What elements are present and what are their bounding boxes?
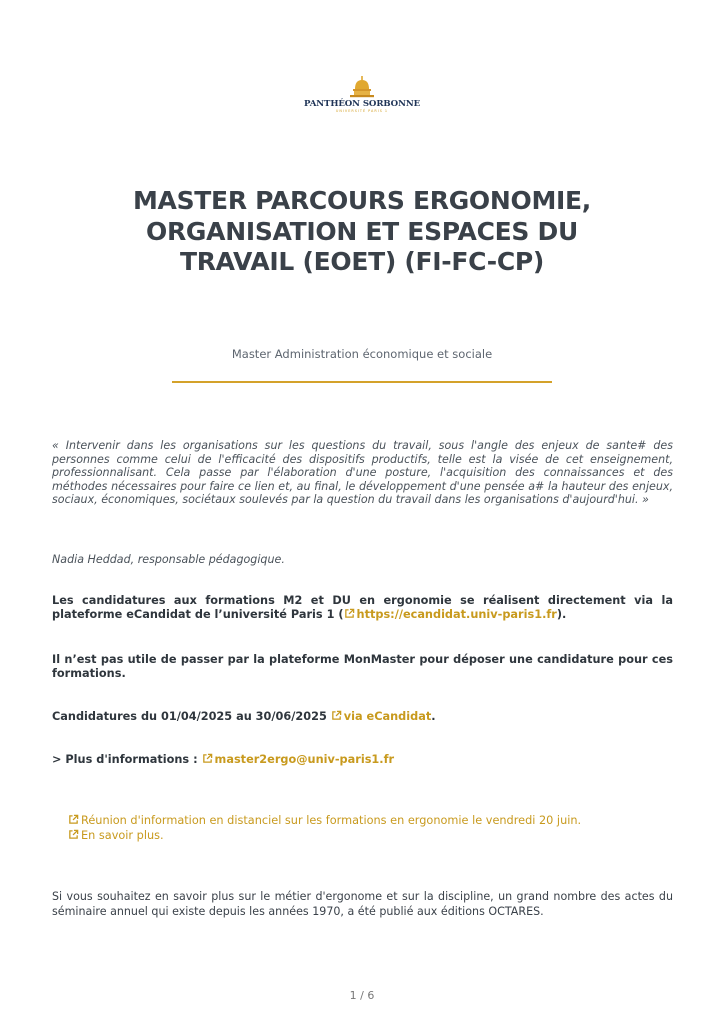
external-link-icon xyxy=(202,753,213,764)
reunion-link[interactable] xyxy=(68,813,581,828)
logo-name: PANTHÉON SORBONNE xyxy=(303,99,421,109)
university-logo xyxy=(0,76,724,114)
candidatures-text: Les candidatures aux formations M2 et DU en ergonomie se réalisent directement via la plateforme eCandidat de l’université Paris 1 ( xyxy=(52,594,673,621)
dates-text: Candidatures du 01/04/2025 au 30/06/2025 xyxy=(52,710,331,723)
page-number: 1 / 6 xyxy=(349,989,375,1002)
monmaster-paragraph: Il n’est pas utile de passer par la plateforme MonMaster pour déposer une candidature pour ces formations. xyxy=(52,653,673,680)
dates-end: . xyxy=(431,710,436,723)
email-link[interactable] xyxy=(202,753,395,766)
via-ecandidat-label: via eCandidat xyxy=(343,710,432,723)
page-title: MASTER PARCOURS ERGONOMIE, ORGANISATION ET ESPACES DU TRAVAIL (EOET) (FI-FC-CP) xyxy=(132,186,592,276)
logo-subtitle: UNIVERSITÉ PARIS 1 xyxy=(335,109,389,113)
quote-paragraph: « Intervenir dans les organisations sur les questions du travail, sous l'angle des enjeux de sante# des personnes comme celui de l'efficacité des dispositifs productifs, telle est la visée de cet enseignement, professionnalisant. Cela passe par l'élaboration d'une posture, l'acquisition des connaissances et des méthodes nécessaires pour faire ce lien et, au final, le développement d'une pensée a# la hauteur des enjeux, sociaux, économiques, sociétaux soulevés par la question du travail dans les organisations d'aujourd'hui. » xyxy=(52,439,673,507)
ecandidat-url-label: https://ecandidat.univ-paris1.fr xyxy=(356,608,557,621)
external-link-icon xyxy=(344,608,355,619)
email-label: master2ergo@univ-paris1.fr xyxy=(214,753,395,766)
en-savoir-plus-label: En savoir plus. xyxy=(81,829,164,842)
external-link-icon xyxy=(68,814,79,825)
info-links-list xyxy=(68,813,581,843)
closing-paragraph: Si vous souhaitez en savoir plus sur le métier d'ergonome et sur la discipline, un grand nombre des actes du séminaire annuel qui existe depuis les années 1970, a été publié aux éditions OCTARES. xyxy=(52,890,673,918)
ecandidat-url-link[interactable] xyxy=(344,608,557,621)
info-paragraph xyxy=(52,753,673,767)
title-divider xyxy=(172,381,552,383)
candidatures-paragraph xyxy=(52,594,673,622)
reunion-link-label: Réunion d'information en distanciel sur les formations en ergonomie le vendredi 20 juin. xyxy=(81,814,582,827)
external-link-icon xyxy=(68,829,79,840)
en-savoir-plus-link[interactable] xyxy=(68,828,581,843)
info-text: > Plus d'informations : xyxy=(52,753,202,766)
pantheon-dome-icon xyxy=(347,76,377,98)
page-subtitle: Master Administration économique et sociale xyxy=(231,347,493,361)
candidatures-end: ). xyxy=(556,608,567,621)
dates-paragraph xyxy=(52,710,673,724)
via-ecandidat-link[interactable] xyxy=(331,710,431,723)
quote-author: Nadia Heddad, responsable pédagogique. xyxy=(52,553,285,566)
external-link-icon xyxy=(331,710,342,721)
